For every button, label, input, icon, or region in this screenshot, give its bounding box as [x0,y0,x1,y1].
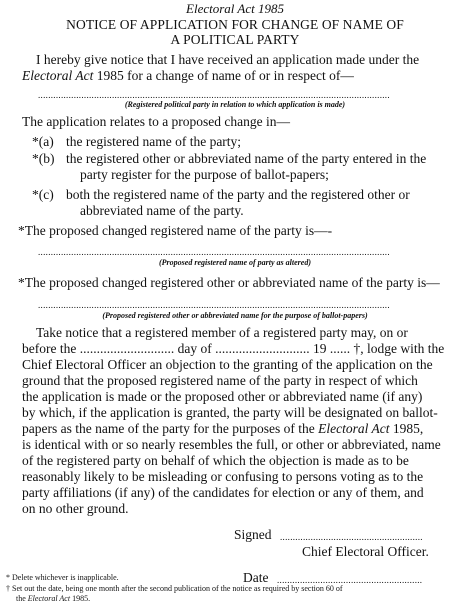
intro-act-name: Electoral Act [22,68,94,83]
date-label: Date [243,570,269,585]
notice-line4: ground that the proposed registered name of the party in respect of which [22,373,418,388]
party-name-blank: .......................................................................................................................................... [38,90,390,100]
notice-line8: is identical with or so nearly resembles the full, or other or abbreviated, name [22,437,441,452]
caption-altered: (Proposed registered name of party as altered) [159,258,311,267]
item-b-marker: *(b) [32,151,55,166]
item-b-text1: the registered other or abbreviated name of the party entered in the [66,151,427,166]
notice-line7-c: 1985, [389,421,424,436]
notice-line3: Chief Electoral Officer an objection to the granting of the application on the [22,357,433,372]
footnote-delete: * Delete whichever is inapplicable. [6,573,119,582]
notice-line6: by which, if the application is granted, the party will be designated on ballot- [22,405,438,420]
proposed-other-line: *The proposed changed registered other or abbreviated name of the party is— [18,275,440,290]
notice-line9: of the registered party on behalf of which the objection is made as to be [22,453,409,468]
relates-line: The application relates to a proposed change in— [22,114,291,129]
notice-line1: Take notice that a registered member of a registered party may, on or [36,325,408,340]
caption-ballot: (Proposed registered other or abbreviated name for the purpose of ballot-papers) [102,311,368,320]
caption-party: (Registered political party in relation to which application is made) [124,100,346,109]
notice-title-line1: NOTICE OF APPLICATION FOR CHANGE OF NAME OF [66,17,404,32]
item-a-marker: *(a) [32,134,54,149]
notice-line7 [22,421,423,437]
signature-blank: ........................................................ [280,532,423,542]
intro-line2-rest: 1985 for a change of name of or in respect of— [93,68,354,83]
item-c-marker: *(c) [32,187,54,202]
item-c-text2: abbreviated name of the party. [80,203,244,218]
notice-line7-a: papers as the name of the party for the purposes of the [22,421,319,436]
notice-act-name: Electoral Act [318,421,390,436]
footnote-date-line1: † Set out the date, being one month after the second publication of the notice as required by section 60 of [6,584,343,593]
proposed-name-line: *The proposed changed registered name of the party is—- [18,223,333,238]
notice-line11: party affiliations (if any) of the candidates for election or any of them, and [22,485,424,500]
act-title: Electoral Act 1985 [186,1,284,16]
item-c-text1: both the registered name of the party and the registered other or [66,187,410,202]
item-a-text: the registered name of the party; [66,134,242,149]
notice-line10: reasonably likely to be misleading or confusing to persons voting as to the [22,469,424,484]
footnote-date-line2 [16,594,90,604]
notice-line5: the application is made or the proposed other or abbreviated name (if any) [22,389,423,404]
date-blank: ......................................................... [277,575,423,585]
intro-line2 [22,68,354,84]
officer-title: Chief Electoral Officer. [302,544,429,559]
proposed-other-blank: .......................................................................................................................................... [38,300,390,310]
footnote-pre: the [16,594,28,603]
item-b-text2: party register for the purpose of ballot-papers; [80,167,329,182]
notice-line2-a: before the ............................ day of ............................ 19 [22,341,330,356]
notice-line12: on no other ground. [22,501,129,516]
signed-label: Signed [234,527,272,542]
footnote-post: 1985. [70,594,91,603]
footnote-act-name: Electoral Act [27,594,71,603]
proposed-name-blank: .......................................................................................................................................... [38,247,390,257]
notice-line2 [22,341,444,357]
intro-line1: I hereby give notice that I have received an application made under the [36,52,420,67]
notice-title-line2: A POLITICAL PARTY [170,32,300,47]
notice-line2-b: ...... †, lodge with the [329,341,445,356]
